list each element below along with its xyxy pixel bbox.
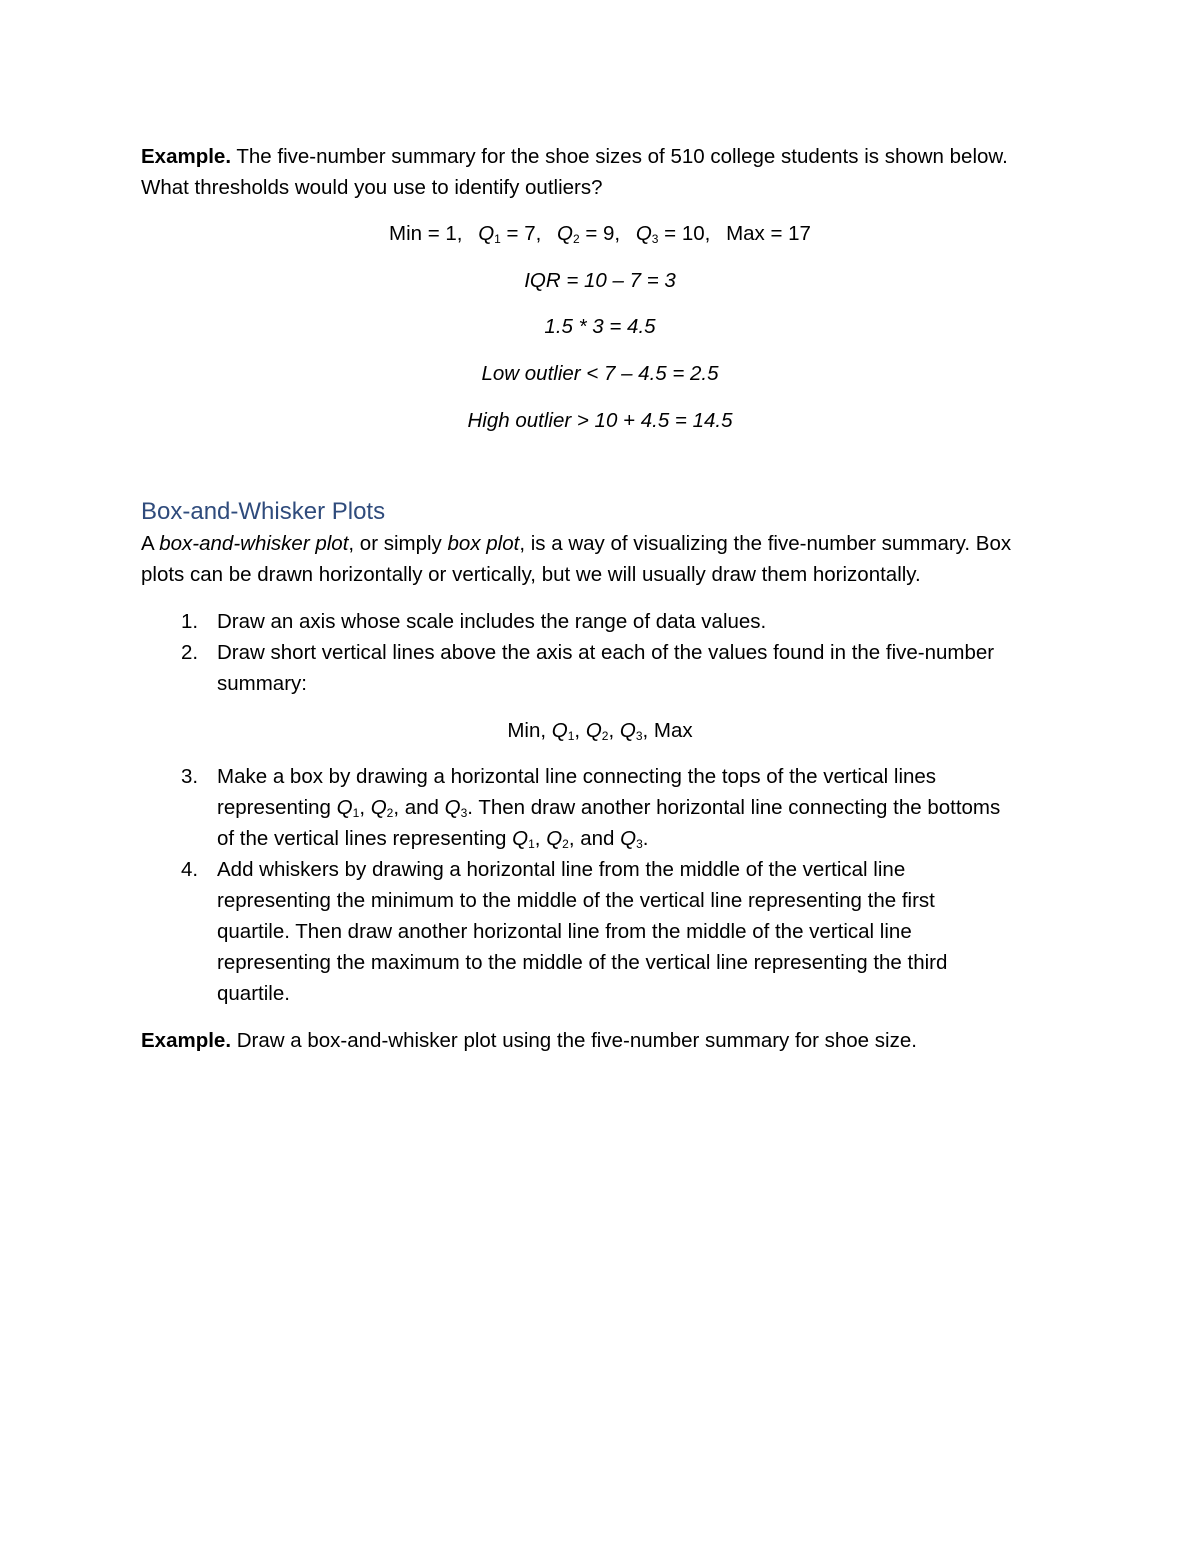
list-comma-3: , <box>642 719 654 742</box>
step3-line1: Make a box by drawing a horizontal line connecting the tops of the vertical lines <box>217 765 937 788</box>
list-min: Min, <box>507 719 552 742</box>
example1-line2: What thresholds would you use to identify outliers? <box>141 176 603 199</box>
step1-number: 1. <box>181 610 199 633</box>
five-number-list <box>0 715 1200 752</box>
step3-l2-a: representing <box>217 796 337 819</box>
step4-line2: representing the minimum to the middle of the vertical line representing the first <box>217 889 935 912</box>
step3-l3-q3-sub: 3 <box>636 837 643 851</box>
summary-q1-letter: Q <box>478 222 495 245</box>
step3-l2-q1-letter: Q <box>336 796 353 819</box>
summary-q3-value: = 10, <box>658 222 711 245</box>
step4-line3: quartile. Then draw another horizontal line from the middle of the vertical line <box>217 920 912 943</box>
list-comma-1: , <box>574 719 586 742</box>
step1-text: Draw an axis whose scale includes the range of data values. <box>217 610 767 633</box>
example1-text: The five-number summary for the shoe sizes of 510 college students is shown below. <box>231 145 1008 168</box>
list-q2-letter: Q <box>585 719 602 742</box>
step4-number: 4. <box>181 858 199 881</box>
summary-max: Max = 17 <box>726 222 811 245</box>
summary-q1-value: = 7, <box>500 222 542 245</box>
step3-l2-q3-sub: 3 <box>460 806 468 820</box>
step3-l2-q2-letter: Q <box>370 796 387 819</box>
step3-l3-q3-letter: Q <box>620 827 637 850</box>
intro-line2: plots can be drawn horizontally or vertically, but we will usually draw them horizontally. <box>141 563 921 586</box>
five-number-summary <box>0 218 1200 255</box>
high-outlier-calc: High outlier > 10 + 4.5 = 14.5 <box>467 409 733 432</box>
step3-l2-q2-sub: 2 <box>386 806 394 820</box>
step3-l3-a: of the vertical lines representing <box>217 827 513 850</box>
low-outlier-calc: Low outlier < 7 – 4.5 = 2.5 <box>481 362 719 385</box>
summary-min: Min = 1, <box>389 222 463 245</box>
summary-q2-value: = 9, <box>579 222 621 245</box>
intro-b: , or simply <box>348 532 448 555</box>
step2-number: 2. <box>181 641 199 664</box>
step2-line1: Draw short vertical lines above the axis at each of the values found in the five-number <box>217 641 995 664</box>
summary-q2-letter: Q <box>557 222 573 245</box>
intro-term-box-and-whisker: box-and-whisker plot <box>159 532 349 555</box>
multiplier-calc: 1.5 * 3 = 4.5 <box>544 315 656 338</box>
example2-text: Draw a box-and-whisker plot using the five-number summary for shoe size. <box>231 1029 917 1052</box>
example1-line1 <box>141 141 1008 172</box>
step4-line5: quartile. <box>217 982 290 1005</box>
step3-number: 3. <box>181 765 199 788</box>
step3-l3-q1-sub: 1 <box>528 837 535 851</box>
step3-l3-q1-letter: Q <box>512 827 529 850</box>
list-q3-sub: 3 <box>635 729 643 743</box>
intro-c: , is a way of visualizing the five-number summary. Box <box>519 532 1012 555</box>
example2-label: Example. <box>141 1029 232 1052</box>
example2-line <box>141 1025 917 1056</box>
step3-l3-q2-letter: Q <box>546 827 563 850</box>
intro-term-box-plot: box plot <box>447 532 520 555</box>
iqr-calc: IQR = 10 – 7 = 3 <box>524 269 676 292</box>
summary-q2-sub: 2 <box>572 232 580 246</box>
list-max: Max <box>653 719 693 742</box>
step3-l3-c: . <box>642 827 649 850</box>
step3-l2-comma: , <box>359 796 371 819</box>
list-comma-2: , <box>608 719 620 742</box>
step3-l2-q1-sub: 1 <box>352 806 360 820</box>
section-heading: Box-and-Whisker Plots <box>141 498 386 525</box>
summary-q1-sub: 1 <box>494 232 501 246</box>
list-q2-sub: 2 <box>601 729 609 743</box>
summary-q3-sub: 3 <box>651 232 659 246</box>
step2-line2: summary: <box>217 672 307 695</box>
list-q3-letter: Q <box>619 719 636 742</box>
intro-line1 <box>141 528 1011 559</box>
list-q1-letter: Q <box>551 719 568 742</box>
intro-a: A <box>141 532 160 555</box>
summary-q3-letter: Q <box>635 222 652 245</box>
list-q1-sub: 1 <box>567 729 575 743</box>
step4-line4: representing the maximum to the middle of the vertical line representing the third <box>217 951 948 974</box>
step3-l3-q2-sub: 2 <box>562 837 569 851</box>
step3-l3-and: , and <box>568 827 621 850</box>
step3-l2-q3-letter: Q <box>444 796 461 819</box>
step4-line1: Add whiskers by drawing a horizontal line from the middle of the vertical line <box>217 858 906 881</box>
step3-l3-comma: , <box>534 827 547 850</box>
example1-label: Example. <box>141 145 232 168</box>
step3-l2-c: . Then draw another horizontal line connecting the bottoms <box>467 796 1001 819</box>
step3-l2-and: , and <box>393 796 445 819</box>
